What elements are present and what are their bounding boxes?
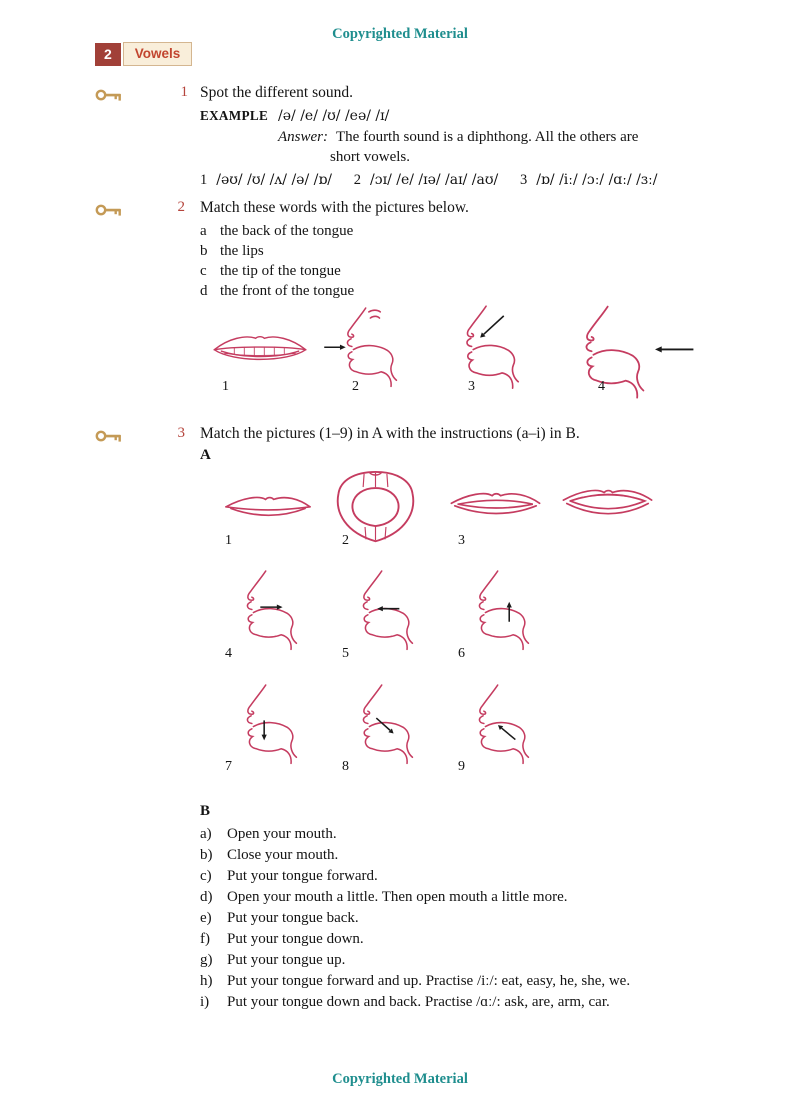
exercise2-options	[200, 221, 354, 301]
instruction-item	[200, 887, 630, 908]
figure-lips-front	[210, 326, 310, 372]
picture-label: 6	[458, 646, 465, 661]
option-item	[200, 241, 354, 261]
exercise1-number: 1	[180, 84, 188, 100]
instruction-text: Put your tongue back.	[227, 910, 359, 926]
exercise3-title: Match the pictures (1–9) in A with the instructions (a–i) in B.	[200, 425, 580, 442]
picture-label: 3	[458, 533, 465, 548]
figure-profile-lips-arrow	[318, 305, 418, 391]
instruction-text: Open your mouth.	[227, 826, 337, 842]
option-text: the front of the tongue	[220, 283, 355, 299]
figure-profile-arrow-up-forward	[450, 682, 550, 768]
figure-lips-closed	[222, 492, 314, 520]
answer-label: Answer:	[278, 129, 328, 145]
instruction-item	[200, 908, 630, 929]
option-text: the back of the tongue	[220, 223, 354, 239]
instruction-text: Close your mouth.	[227, 847, 339, 863]
figure-profile-arrow-back	[334, 568, 434, 654]
instruction-letter: g)	[200, 952, 213, 968]
instruction-text: Put your tongue down.	[227, 931, 364, 947]
instruction-letter: a)	[200, 826, 212, 842]
instruction-item	[200, 929, 630, 950]
sound-item	[520, 172, 657, 189]
picture-label: 8	[342, 759, 349, 774]
instruction-item	[200, 824, 630, 845]
instruction-item	[200, 845, 630, 866]
exercise1-items	[200, 172, 675, 189]
section-b-label: B	[200, 803, 211, 819]
answer-line-1	[278, 129, 638, 146]
instruction-letter: e)	[200, 910, 212, 926]
key-icon	[95, 88, 122, 102]
sound-item-number: 2	[353, 172, 362, 188]
picture-label: 2	[342, 533, 349, 548]
instruction-letter: c)	[200, 868, 212, 884]
option-letter: d	[200, 283, 208, 299]
instruction-text: Put your tongue forward and up. Practise /iː/: eat, easy, he, she, we.	[227, 973, 631, 989]
picture-label: 2	[352, 379, 359, 394]
option-item	[200, 261, 354, 281]
picture-label: 1	[225, 533, 232, 548]
picture-label: 9	[458, 759, 465, 774]
instruction-text: Put your tongue up.	[227, 952, 346, 968]
picture-label: 4	[598, 379, 605, 394]
figure-profile-arrow-up	[450, 568, 550, 654]
figure-profile-arrow-down	[218, 682, 318, 768]
chapter-number: 2	[95, 43, 121, 66]
instruction-item	[200, 950, 630, 971]
sound-item-number: 3	[519, 172, 528, 188]
sound-item-number: 1	[200, 172, 208, 188]
copyright-bottom: Copyrighted Material	[332, 1071, 468, 1087]
option-text: the tip of the tongue	[220, 263, 341, 279]
instruction-text: Open your mouth a little. Then open mouth a little more.	[227, 889, 568, 905]
instruction-letter: d)	[200, 889, 213, 905]
instruction-letter: h)	[200, 973, 213, 989]
picture-label: 3	[468, 379, 475, 394]
instruction-item	[200, 866, 630, 887]
exercise1-title: Spot the different sound.	[200, 84, 353, 101]
example-label: EXAMPLE	[200, 108, 269, 123]
copyright-top: Copyrighted Material	[332, 26, 468, 42]
sound-item	[200, 172, 332, 189]
answer-text: The fourth sound is a diphthong. All the others are	[336, 129, 639, 145]
answer-line-2: short vowels.	[330, 149, 410, 165]
option-item	[200, 281, 354, 301]
figure-profile-arrow-forward	[218, 568, 318, 654]
instruction-letter: i)	[200, 994, 210, 1010]
figure-lips-slightly-open	[448, 487, 543, 523]
sound-item-sounds: /əʊ/ /ʊ/ /ʌ/ /ə/ /ɒ/	[216, 172, 333, 188]
figure-profile-tongue-tip-arrow	[436, 303, 541, 393]
sound-item-sounds: /ɒ/ /iː/ /ɔː/ /ɑː/ /ɜː/	[536, 172, 658, 188]
option-text: the lips	[220, 243, 264, 259]
figure-profile-tongue-back-arrow	[552, 303, 700, 403]
key-icon	[95, 203, 122, 217]
figure-profile-arrow-down-back	[334, 682, 434, 768]
exercise2-number: 2	[177, 199, 185, 215]
option-letter: a	[200, 223, 207, 239]
chapter-title: Vowels	[123, 42, 193, 66]
instruction-text: Put your tongue forward.	[227, 868, 378, 884]
instruction-letter: f)	[200, 931, 210, 947]
exercise2-title: Match these words with the pictures below.	[200, 199, 469, 216]
picture-label: 4	[225, 646, 232, 661]
picture-label: 7	[225, 759, 232, 774]
exercise3-instructions	[200, 824, 630, 1013]
option-letter: c	[200, 263, 207, 279]
picture-label: 5	[342, 646, 349, 661]
exercise3-number: 3	[177, 425, 185, 441]
instruction-item	[200, 971, 630, 992]
example-row	[200, 108, 389, 125]
instruction-item	[200, 992, 630, 1013]
chapter-header	[95, 42, 192, 66]
option-item	[200, 221, 354, 241]
picture-label: 1	[222, 379, 229, 394]
option-letter: b	[200, 243, 208, 259]
key-icon	[95, 429, 122, 443]
example-sounds: /ə/ /e/ /ʊ/ /eə/ /ɪ/	[278, 108, 390, 124]
sound-item	[354, 172, 498, 189]
sound-item-sounds: /ɔɪ/ /e/ /ɪə/ /aɪ/ /aʊ/	[370, 172, 499, 188]
section-a-label: A	[200, 447, 211, 463]
instruction-letter: b)	[200, 847, 213, 863]
figure-lips-more-open	[560, 483, 655, 524]
instruction-text: Put your tongue down and back. Practise /ɑː/: ask, are, arm, car.	[227, 994, 610, 1010]
